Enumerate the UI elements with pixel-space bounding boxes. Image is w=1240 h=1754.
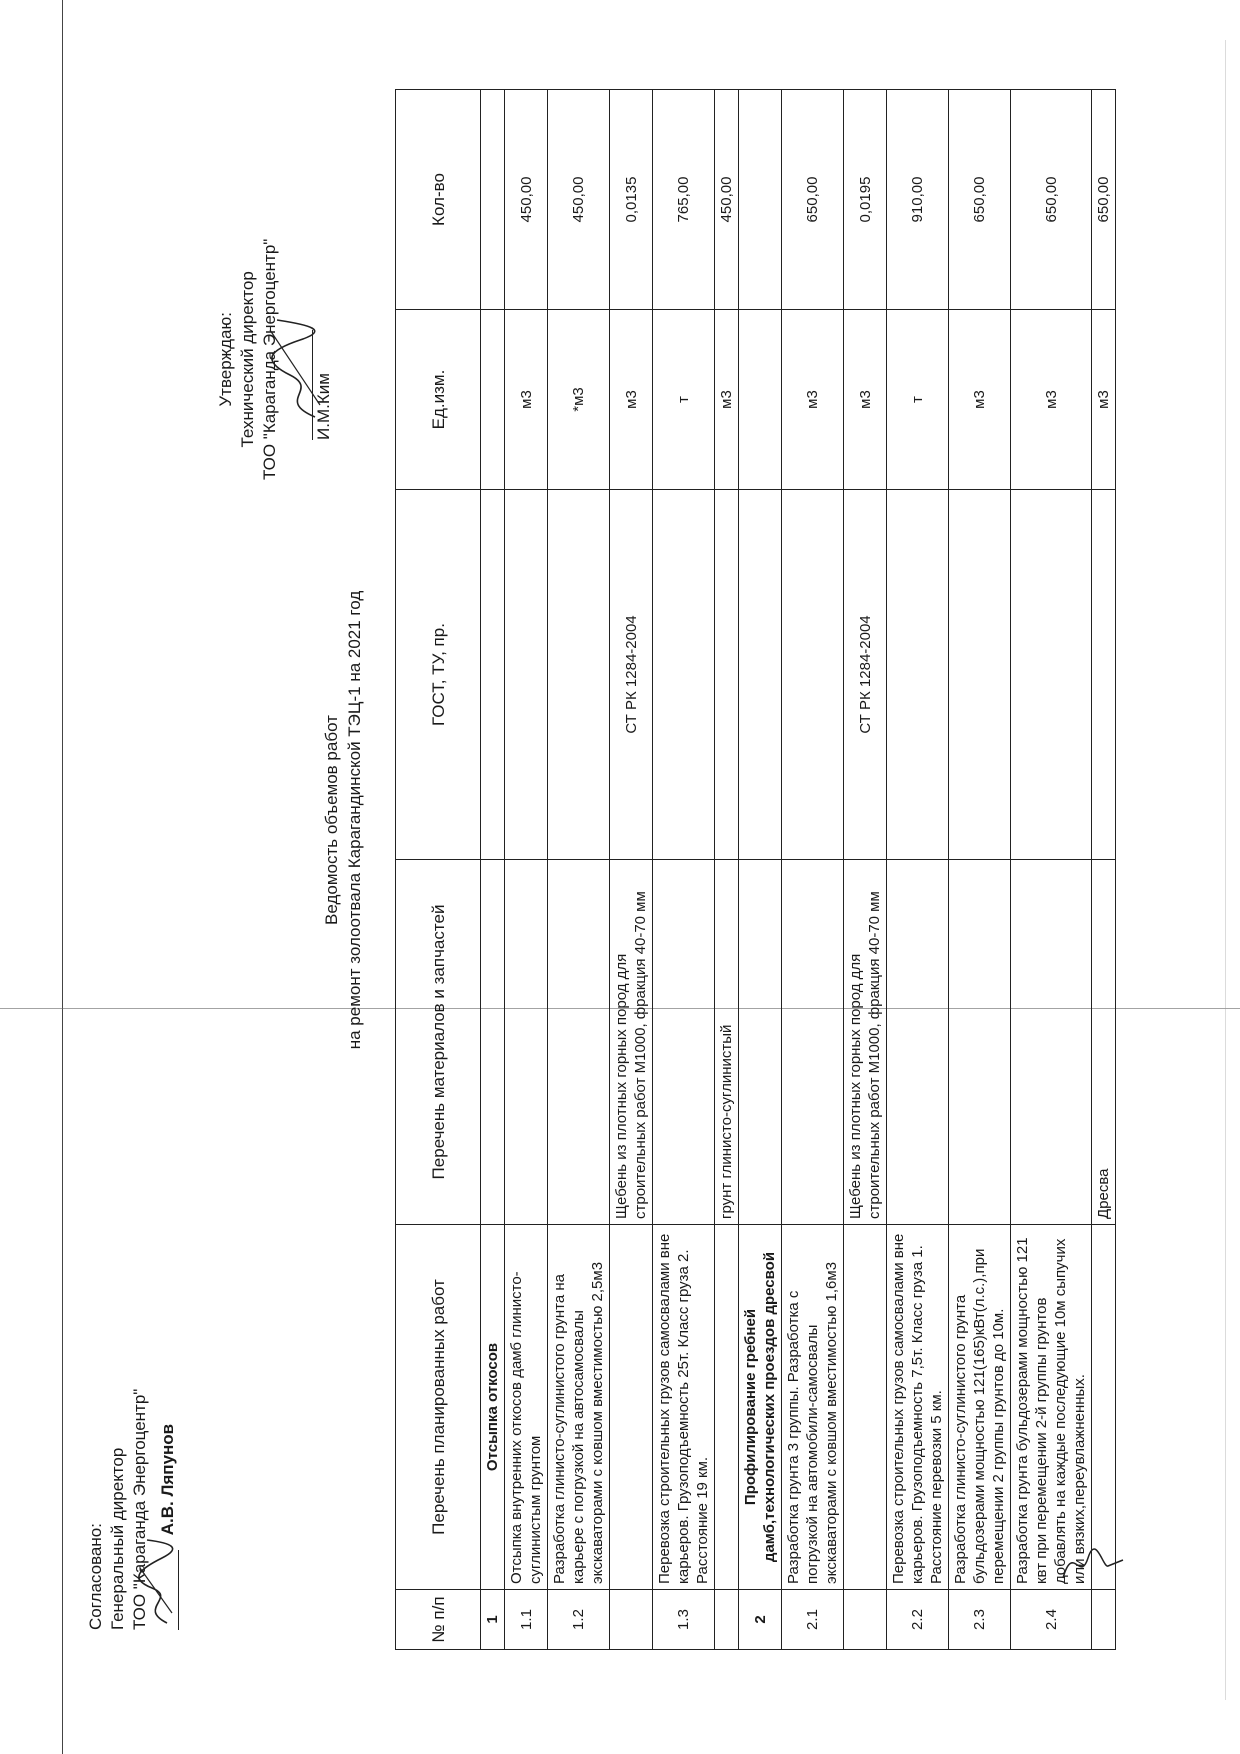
approval-org: ТОО "Караганда Энергоцентр" xyxy=(260,238,279,480)
header-works: Перечень планированных работ xyxy=(396,1225,481,1590)
approval-name: А.В. Ляпунов xyxy=(158,1423,177,1536)
table-row xyxy=(1011,90,1092,1650)
cell-material: Щебень из плотных горных пород для строительных работ М1000, фракция 40-70 мм xyxy=(844,860,887,1225)
table-section-row xyxy=(481,90,505,1650)
cell-unit: м3 xyxy=(782,310,844,490)
cell-qty: 450,00 xyxy=(548,90,610,310)
table-row xyxy=(1092,90,1116,1650)
cell-qty: 650,00 xyxy=(1011,90,1092,310)
cell-qty: 650,00 xyxy=(782,90,844,310)
table-row xyxy=(715,90,739,1650)
cell-gost: СТ РК 1284-2004 xyxy=(844,490,887,860)
cell-unit: *м3 xyxy=(548,310,610,490)
cell-gost: СТ РК 1284-2004 xyxy=(610,490,653,860)
table-row xyxy=(782,90,844,1650)
header-unit: Ед.изм. xyxy=(396,310,481,490)
cell-num: 1 xyxy=(481,1590,505,1650)
cell-qty: 910,00 xyxy=(887,90,949,310)
document-title xyxy=(320,470,366,1170)
cell-num: 2.2 xyxy=(887,1590,949,1650)
cell-work: Разработка грунта бульдозерами мощностью 121 квт при перемещении 2-й группы грунтов добавлять на каждые последующие 10м сыпучих или вязких,переувлажненных. xyxy=(1011,1225,1092,1590)
cell-work: Разработка глинисто-суглинистого грунта бульдозерами мощностью 121(165)кВт(л.с.),при перемещении 2 группы грунтов до 10м. xyxy=(949,1225,1011,1590)
approval-org: ТОО "Караганда Энергоцентр" xyxy=(130,1388,149,1630)
approval-role: Генеральный директор xyxy=(108,1447,127,1630)
cell-material: Щебень из плотных горных пород для строительных работ М1000, фракция 40-70 мм xyxy=(610,860,653,1225)
works-volume-table xyxy=(395,89,1116,1650)
table-row xyxy=(505,90,548,1650)
cell-qty: 650,00 xyxy=(1092,90,1116,310)
header-num: № п/п xyxy=(396,1590,481,1650)
cell-unit: м3 xyxy=(1092,310,1116,490)
cell-qty: 0,0195 xyxy=(844,90,887,310)
cell-section-title: Профилирование гребней дамб,технологических проездов дресвой xyxy=(739,1225,782,1590)
rotated-document-page xyxy=(70,70,1190,1690)
handwritten-signature-left xyxy=(132,1538,182,1628)
cell-unit: м3 xyxy=(1011,310,1092,490)
cell-work: Разработка глинисто-суглинистого грунта на карьере с погрузкой на автосамосвалы экскаваторами с ковшом вместимостью 2,5м3 xyxy=(548,1225,610,1590)
approval-name: И.М.Ким xyxy=(314,373,333,440)
table-row xyxy=(653,90,715,1650)
scan-edge-line xyxy=(62,0,63,1754)
cell-qty: 0,0135 xyxy=(610,90,653,310)
cell-unit: м3 xyxy=(949,310,1011,490)
handwritten-signature-right xyxy=(265,315,325,425)
table-row xyxy=(610,90,653,1650)
header-gost: ГОСТ, ТУ, пр. xyxy=(396,490,481,860)
cell-num: 1.2 xyxy=(548,1590,610,1650)
cell-unit: т xyxy=(887,310,949,490)
cell-work: Разработка грунта 3 группы. Разработка с погрузкой на автомобили-самосвалы экскаваторами с ковшом вместимостью 1,6м3 xyxy=(782,1225,844,1590)
cell-qty: 650,00 xyxy=(949,90,1011,310)
table-row xyxy=(844,90,887,1650)
title-line-2: на ремонт золоотвала Карагандинской ТЭЦ-1 на 2021 год xyxy=(345,590,364,1050)
table-row xyxy=(887,90,949,1650)
cell-num: 2.1 xyxy=(782,1590,844,1650)
cell-num: 2 xyxy=(739,1590,782,1650)
cell-section-title: Отсыпка откосов xyxy=(481,1225,505,1590)
approval-role: Технический директор xyxy=(238,271,257,448)
cell-qty: 450,00 xyxy=(505,90,548,310)
cell-qty: 765,00 xyxy=(653,90,715,310)
cell-unit: т xyxy=(653,310,715,490)
cell-material: Дресва xyxy=(1092,860,1116,1225)
cell-work: Перевозка строительных грузов самосвалами вне карьеров. Грузоподъемность 25т. Класс груза 2. Расстояние 19 км. xyxy=(653,1225,715,1590)
cell-unit: м3 xyxy=(505,310,548,490)
handwritten-initials-mark xyxy=(1058,1538,1128,1588)
cell-unit: м3 xyxy=(715,310,739,490)
cell-num: 2.3 xyxy=(949,1590,1011,1650)
table-row xyxy=(548,90,610,1650)
cell-material: грунт глинисто-суглинистый xyxy=(715,860,739,1225)
title-line-1: Ведомость объемов работ xyxy=(322,715,341,925)
header-materials: Перечень материалов и запчастей xyxy=(396,860,481,1225)
header-qty: Кол-во xyxy=(396,90,481,310)
table-section-row xyxy=(739,90,782,1650)
cell-work: Перевозка строительных грузов самосвалами вне карьеров. Грузоподъемность 7,5т. Класс груза 1. Расстояние перевозки 5 км. xyxy=(887,1225,949,1590)
cell-work: Отсыпка внутренних откосов дамб глинисто-суглинистым грунтом xyxy=(505,1225,548,1590)
approval-heading: Утверждаю: xyxy=(216,312,235,407)
cell-unit: м3 xyxy=(610,310,653,490)
cell-num: 1.1 xyxy=(505,1590,548,1650)
table-header-row xyxy=(396,90,481,1650)
scan-right-edge xyxy=(1225,40,1226,1700)
cell-qty: 450,00 xyxy=(715,90,739,310)
cell-num: 1.3 xyxy=(653,1590,715,1650)
approval-heading: Согласовано: xyxy=(86,1523,105,1630)
cell-unit: м3 xyxy=(844,310,887,490)
cell-num: 2.4 xyxy=(1011,1590,1092,1650)
table-row xyxy=(949,90,1011,1650)
